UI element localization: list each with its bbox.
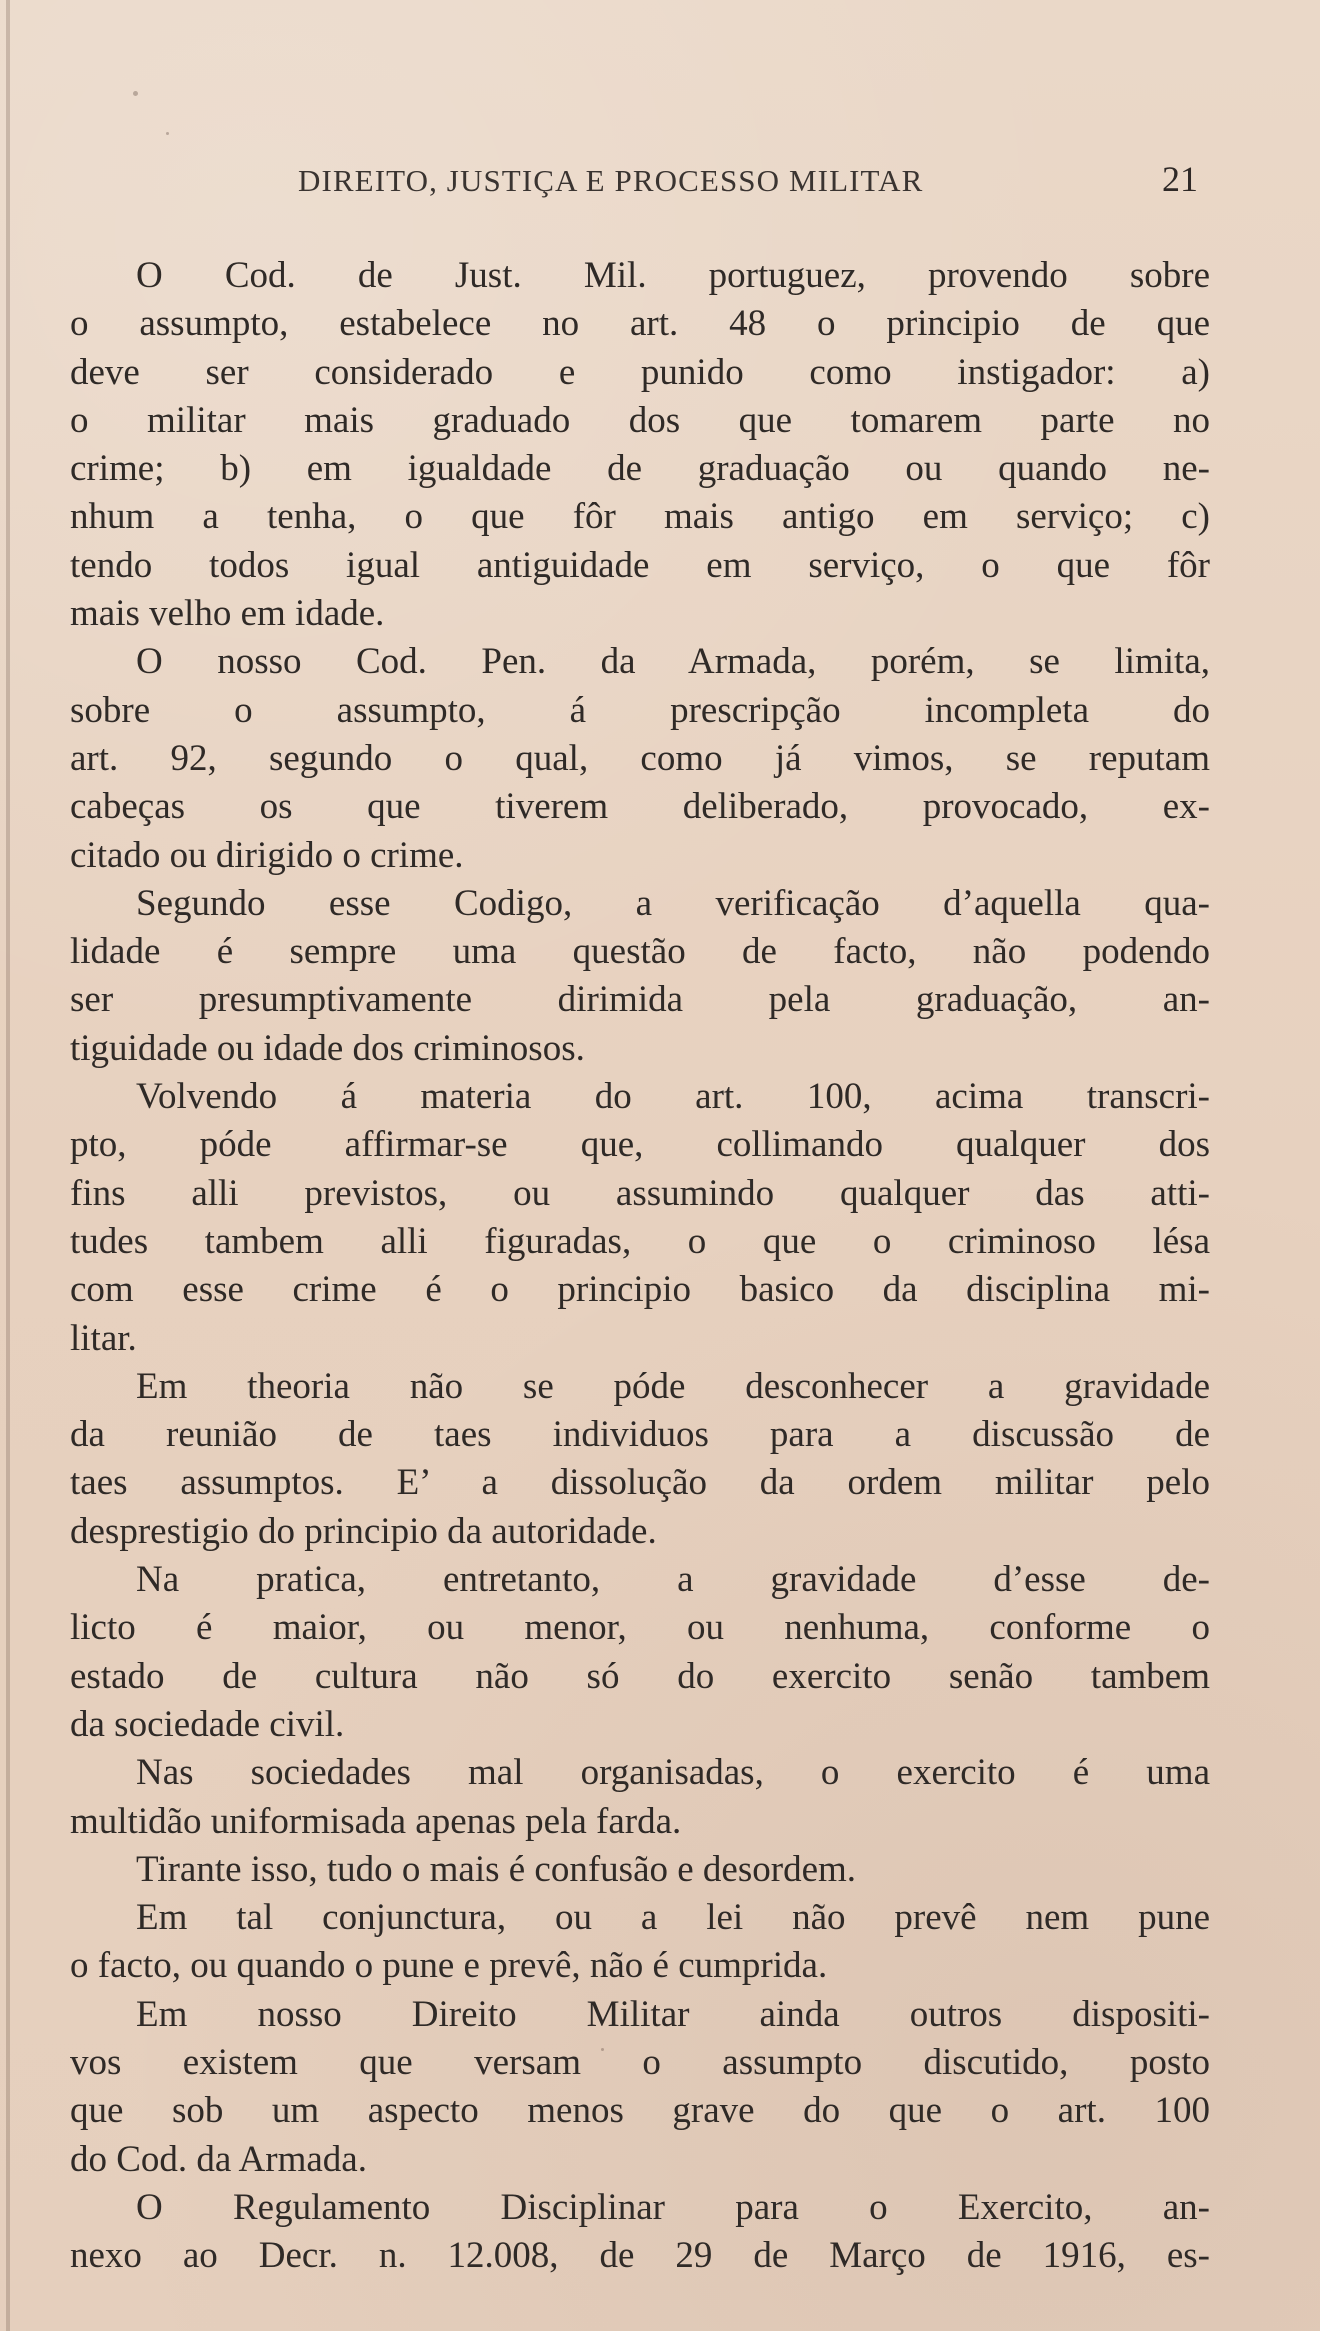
text-line: o facto, ou quando o pune e prevê, não é cumprida. (70, 1945, 828, 1987)
page-left-edge (6, 0, 10, 2331)
text-line: ser presumptivamente dirimida pela graduação, an- (70, 979, 1210, 1021)
paragraph-6 (70, 1556, 1210, 1749)
text-line: art. 92, segundo o qual, como já vimos, se reputam (70, 737, 1210, 779)
text-line: lidade é sempre uma questão de facto, não podendo (70, 931, 1210, 973)
page-number: 21 (1162, 159, 1198, 199)
text-line: o assumpto, estabelece no art. 48 o principio de que (70, 303, 1210, 345)
text-line: Em theoria não se póde desconhecer a gravidade (136, 1365, 1210, 1407)
text-line: Em tal conjunctura, ou a lei não prevê nem pune (136, 1897, 1210, 1939)
text-line: o militar mais graduado dos que tomarem parte no (70, 399, 1210, 441)
text-line: nexo ao Decr. n. 12.008, de 29 de Março de 1916, es- (70, 2235, 1210, 2277)
running-header (298, 159, 1198, 213)
main-text (70, 252, 1210, 2280)
paragraph-7 (70, 1749, 1210, 1846)
text-line: tendo todos igual antiguidade em serviço, o que fôr (70, 544, 1210, 586)
text-line: O Regulamento Disciplinar para o Exercito, an- (136, 2186, 1210, 2228)
paper-speck (133, 91, 138, 96)
text-line: com esse crime é o principio basico da disciplina mi- (70, 1269, 1210, 1311)
text-line: da sociedade civil. (70, 1703, 345, 1745)
paragraph-4 (70, 1073, 1210, 1363)
paragraph-1 (70, 252, 1210, 638)
text-line: licto é maior, ou menor, ou nenhuma, conforme o (70, 1607, 1210, 1649)
text-line: da reunião de taes individuos para a discussão de (70, 1414, 1210, 1456)
text-line: O nosso Cod. Pen. da Armada, porém, se limita, (136, 641, 1210, 683)
text-line: deve ser considerado e punido como instigador: a) (70, 351, 1210, 393)
text-line: Em nosso Direito Militar ainda outros dispositi- (136, 1993, 1210, 2035)
text-line: tudes tambem alli figuradas, o que o criminoso lésa (70, 1220, 1210, 1262)
text-line: pto, póde affirmar-se que, collimando qualquer dos (70, 1124, 1210, 1166)
text-line: desprestigio do principio da autoridade. (70, 1510, 657, 1552)
text-line: mais velho em idade. (70, 593, 385, 635)
paragraph-8 (70, 1846, 1210, 1894)
text-line: Na pratica, entretanto, a gravidade d’esse de- (136, 1559, 1210, 1601)
text-line: nhum a tenha, o que fôr mais antigo em serviço; c) (70, 496, 1210, 538)
text-line: tiguidade ou idade dos criminosos. (70, 1027, 585, 1069)
text-line: que sob um aspecto menos grave do que o art. 100 (70, 2090, 1210, 2132)
paragraph-10 (70, 1991, 1210, 2184)
text-line: estado de cultura não só do exercito senão tambem (70, 1655, 1210, 1697)
paragraph-2 (70, 638, 1210, 879)
text-line: citado ou dirigido o crime. (70, 834, 464, 876)
text-line: sobre o assumpto, á prescripção incompleta do (70, 689, 1210, 731)
paragraph-3 (70, 880, 1210, 1073)
text-line: litar. (70, 1317, 137, 1359)
paragraph-9 (70, 1894, 1210, 1991)
text-line: Nas sociedades mal organisadas, o exercito é uma (136, 1752, 1210, 1794)
running-title: DIREITO, JUSTIÇA E PROCESSO MILITAR (298, 163, 924, 198)
text-line: Tirante isso, tudo o mais é confusão e desordem. (136, 1848, 857, 1890)
paragraph-11 (70, 2184, 1210, 2281)
paragraph-5 (70, 1363, 1210, 1556)
text-line: fins alli previstos, ou assumindo qualquer das atti- (70, 1172, 1210, 1214)
text-line: Segundo esse Codigo, a verificação d’aquella qua- (136, 882, 1210, 924)
text-line: multidão uniformisada apenas pela farda. (70, 1800, 682, 1842)
text-line: O Cod. de Just. Mil. portuguez, provendo sobre (136, 255, 1210, 296)
paper-speck (166, 132, 169, 135)
text-line: do Cod. da Armada. (70, 2138, 367, 2180)
text-line: crime; b) em igualdade de graduação ou quando ne- (70, 448, 1210, 490)
text-line: cabeças os que tiverem deliberado, provocado, ex- (70, 786, 1210, 828)
text-line: Volvendo á materia do art. 100, acima transcri- (136, 1076, 1210, 1118)
text-line: taes assumptos. E’ a dissolução da ordem militar pelo (70, 1462, 1210, 1504)
text-line: vos existem que versam o assumpto discutido, posto (70, 2041, 1210, 2083)
